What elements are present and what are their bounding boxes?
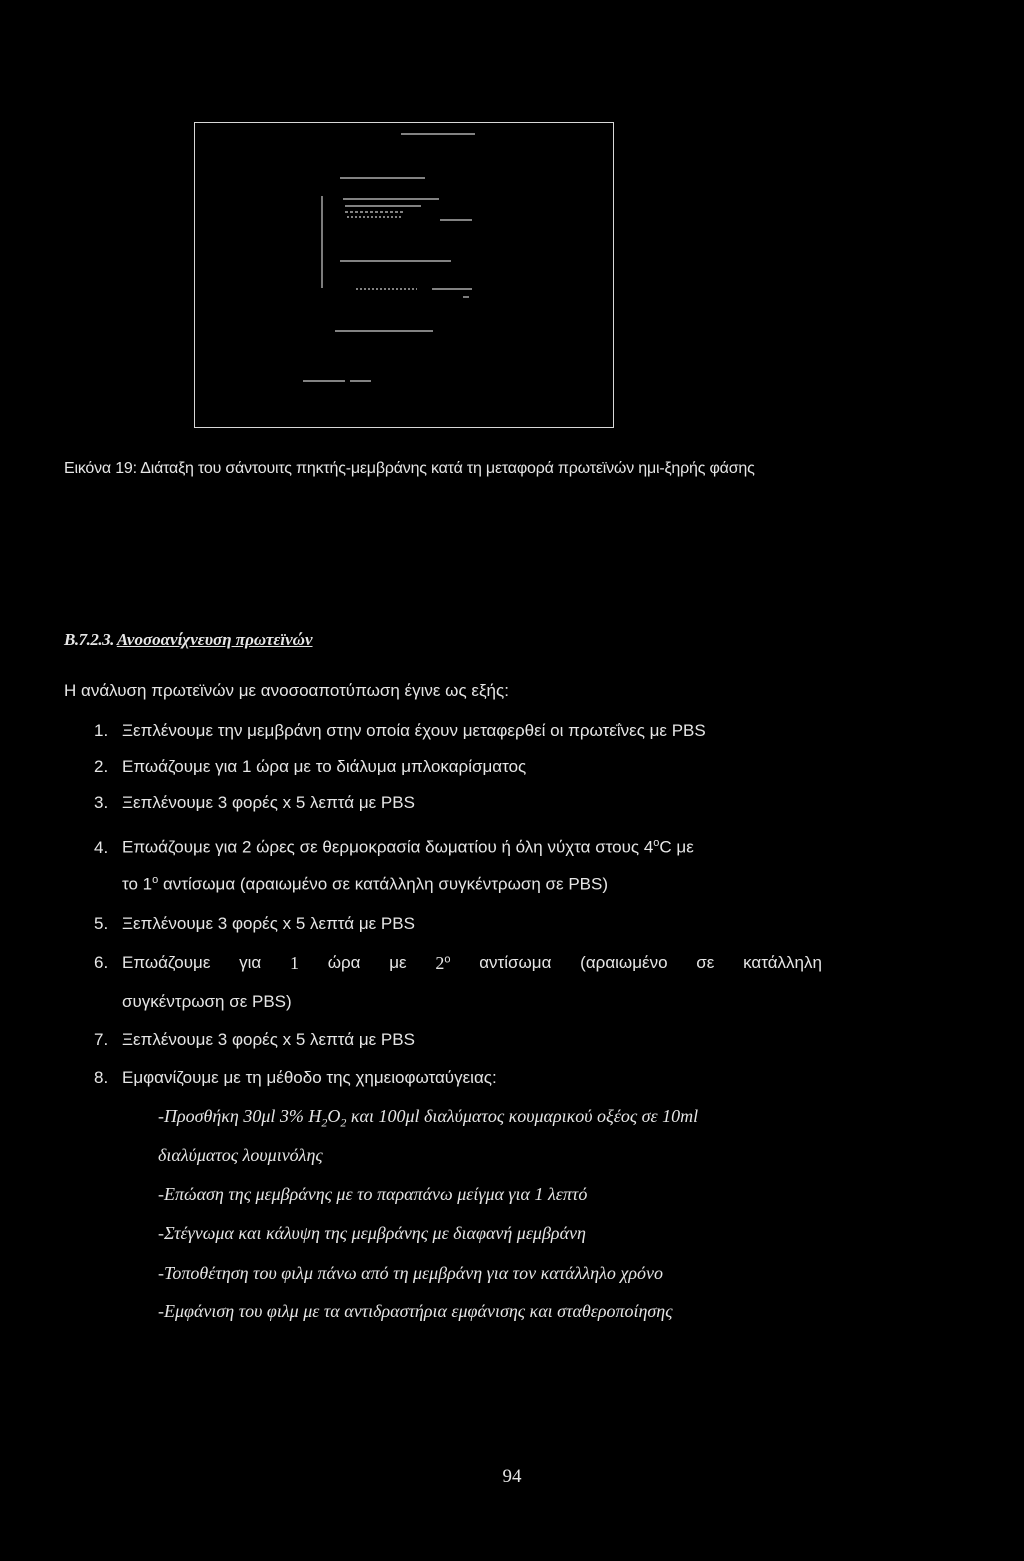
item-text: Επωάζουμε για 2 ώρες σε θερμοκρασία δωματίου ή όλη νύχτα στους 4 (122, 837, 654, 857)
word: με (389, 953, 407, 972)
list-item-continuation (122, 874, 608, 895)
item-number: 6. (94, 953, 109, 972)
substep: -Στέγνωμα και κάλυψη της μεμβράνης με διαφανή μεμβράνη (158, 1223, 586, 1243)
word: κατάλληλη (743, 953, 822, 972)
item-text: Ξεπλένουμε την μεμβράνη στην οποία έχουν μεταφερθεί οι πρωτεΐνες με PBS (122, 721, 706, 740)
item-text-justified (122, 953, 822, 974)
word: για (239, 953, 262, 972)
word: 1 (290, 953, 299, 973)
item-text: Ξεπλένουμε 3 φορές x 5 λεπτά με PBS (122, 914, 415, 933)
section-heading (64, 630, 313, 650)
list-item (94, 837, 694, 858)
section-title: Ανοσοανίχνευση πρωτεϊνών (116, 630, 313, 649)
item-text: Ξεπλένουμε 3 φορές x 5 λεπτά με PBS (122, 793, 415, 812)
section-number: B.7.2.3. (64, 630, 114, 649)
item-text-tail: C με (659, 837, 694, 857)
ordinal-sup: o (152, 874, 159, 886)
substep: -Εμφάνιση του φιλμ με τα αντιδραστήρια εμφάνισης και σταθεροποίησης (158, 1301, 673, 1321)
item-text: το 1 (122, 874, 153, 894)
word: (αραιωμένο (580, 953, 668, 972)
list-item (94, 1030, 415, 1050)
substep-text: O (327, 1106, 341, 1126)
sandwich-diagram (195, 123, 615, 429)
word-with-sup (435, 953, 450, 974)
item-number: 1. (94, 721, 109, 740)
item-text: Επωάζουμε για 1 ώρα με το διάλυμα μπλοκαρίσματος (122, 757, 527, 776)
item-text: συγκέντρωση σε PBS) (122, 992, 292, 1011)
item-text: αντίσωμα (αραιωμένο σε κατάλληλη συγκέντρωση σε PBS) (158, 874, 608, 894)
list-item (94, 793, 415, 813)
item-number: 7. (94, 1030, 109, 1049)
ordinal-sup: o (444, 953, 451, 966)
list-item-continuation (122, 992, 292, 1012)
page-number: 94 (502, 1466, 522, 1487)
word: 2 (435, 953, 445, 973)
figure-caption (64, 460, 755, 478)
item-text: Εμφανίζουμε με τη μέθοδο της χημειοφωταύγειας: (122, 1068, 497, 1087)
list-item (94, 953, 822, 974)
substep-continuation: διαλύματος λουμινόλης (158, 1145, 323, 1165)
word: σε (696, 953, 715, 972)
list-item (94, 1068, 497, 1088)
list-item (94, 757, 526, 777)
item-number: 4. (94, 837, 109, 857)
substep-text: και 100μl διαλύματος κουμαρικού οξέος σε 10ml (346, 1106, 699, 1126)
list-item (94, 914, 415, 934)
item-number: 8. (94, 1068, 109, 1087)
substep (158, 1106, 698, 1131)
caption-label: Εικόνα 19: (64, 460, 137, 477)
word: αντίσωμα (479, 953, 552, 972)
figure-image (194, 122, 614, 428)
subscript: 2 (321, 1115, 328, 1130)
word: Επωάζουμε (122, 953, 211, 972)
subscript: 2 (340, 1115, 347, 1130)
caption-text: Διάταξη του σάντουιτς πηκτής-μεμβράνης κατά τη μεταφορά πρωτεϊνών ημι-ξηρής φάσης (140, 460, 755, 477)
substep-text: -Προσθήκη 30μl 3% H (158, 1106, 322, 1126)
item-number: 2. (94, 757, 109, 776)
item-number: 3. (94, 793, 109, 812)
substep: -Τοποθέτηση του φιλμ πάνω από τη μεμβράνη για τον κατάλληλο χρόνο (158, 1263, 663, 1283)
list-item (94, 721, 706, 741)
degree-sup: o (653, 837, 660, 849)
word: ώρα (327, 953, 361, 972)
substep: -Επώαση της μεμβράνης με το παραπάνω μείγμα για 1 λεπτό (158, 1184, 588, 1204)
item-text: Ξεπλένουμε 3 φορές x 5 λεπτά με PBS (122, 1030, 415, 1049)
item-number: 5. (94, 914, 109, 933)
intro-paragraph: Η ανάλυση πρωτεϊνών με ανοσοαποτύπωση έγινε ως εξής: (64, 681, 509, 700)
